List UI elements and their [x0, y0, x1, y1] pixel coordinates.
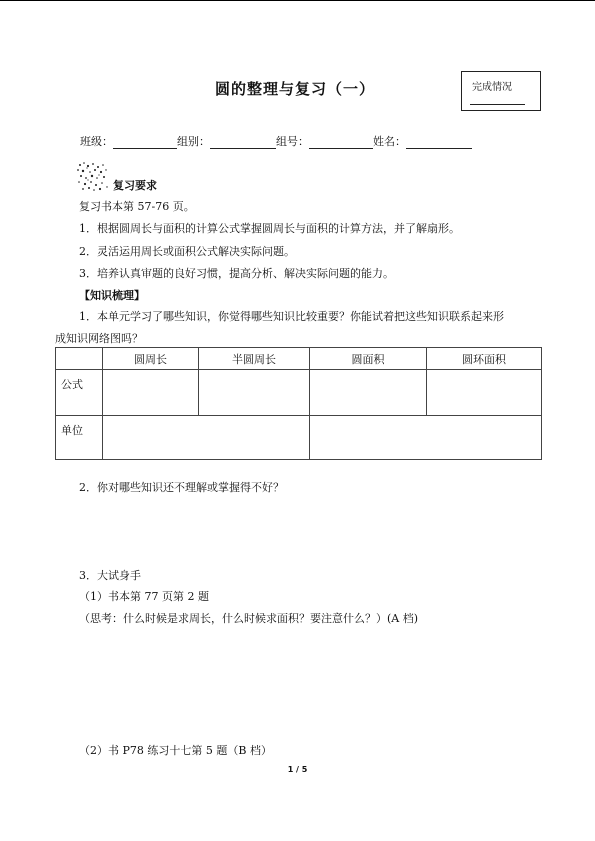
table-answer-cell[interactable] — [310, 416, 542, 460]
question-3: 3．大试身手 — [79, 569, 141, 582]
completion-status-box — [461, 71, 541, 111]
requirement-item: 2．灵活运用周长或面积公式解决实际问题。 — [79, 245, 295, 258]
table-header-cell: 圆周长 — [103, 348, 199, 370]
knowledge-network-table — [55, 347, 542, 460]
name-label: 姓名： — [373, 135, 406, 148]
group-label: 组别： — [177, 135, 210, 148]
requirement-item: 3．培养认真审题的良好习惯，提高分析、解决实际问题的能力。 — [79, 267, 394, 280]
group-blank[interactable] — [210, 137, 276, 149]
table-header-cell: 圆环面积 — [427, 348, 542, 370]
class-label: 班级： — [80, 135, 113, 148]
table-header-cell: 半圆周长 — [199, 348, 310, 370]
name-blank[interactable] — [406, 137, 472, 149]
knowledge-heading: 【知识梳理】 — [79, 289, 145, 302]
top-rule — [0, 0, 595, 1]
group-number-label: 组号： — [276, 135, 309, 148]
completion-status-label: 完成情况 — [472, 82, 512, 93]
student-info-row — [80, 133, 472, 149]
class-blank[interactable] — [113, 137, 177, 149]
page-number: 1 / 5 — [287, 765, 308, 774]
question-3-2: （2）书 P78 练习十七第 5 题（B 档） — [79, 744, 272, 757]
question-1-line-2: 成知识网络图吗？ — [55, 332, 143, 345]
table-header-cell — [56, 348, 103, 370]
page-title: 圆的整理与复习（一） — [214, 80, 375, 98]
question-3-1-note: （思考：什么时候是求周长，什么时候求面积？要注意什么？）(A 档) — [79, 612, 419, 625]
table-answer-cell[interactable] — [103, 370, 199, 416]
question-2: 2．你对哪些知识还不理解或掌握得不好？ — [79, 481, 284, 494]
group-number-blank[interactable] — [309, 137, 373, 149]
completion-status-blank[interactable] — [470, 104, 525, 105]
table-row-label: 单位 — [56, 416, 103, 460]
table-answer-cell[interactable] — [427, 370, 542, 416]
table-answer-cell[interactable] — [103, 416, 310, 460]
requirement-item: 1．根据圆周长与面积的计算公式掌握圆周长与面积的计算方法，并了解扇形。 — [79, 222, 460, 235]
requirements-heading: 复习要求 — [113, 179, 157, 192]
question-3-1: （1）书本第 77 页第 2 题 — [79, 590, 209, 603]
table-answer-cell[interactable] — [199, 370, 310, 416]
table-answer-cell[interactable] — [310, 370, 427, 416]
table-row-label: 公式 — [56, 370, 103, 416]
requirements-pages: 复习书本第 57-76 页。 — [79, 200, 195, 213]
question-1-line-1: 1．本单元学习了哪些知识，你觉得哪些知识比较重要？你能试着把这些知识联系起来形 — [79, 310, 504, 323]
decorative-stamp-icon — [74, 160, 110, 194]
table-header-cell: 圆面积 — [310, 348, 427, 370]
